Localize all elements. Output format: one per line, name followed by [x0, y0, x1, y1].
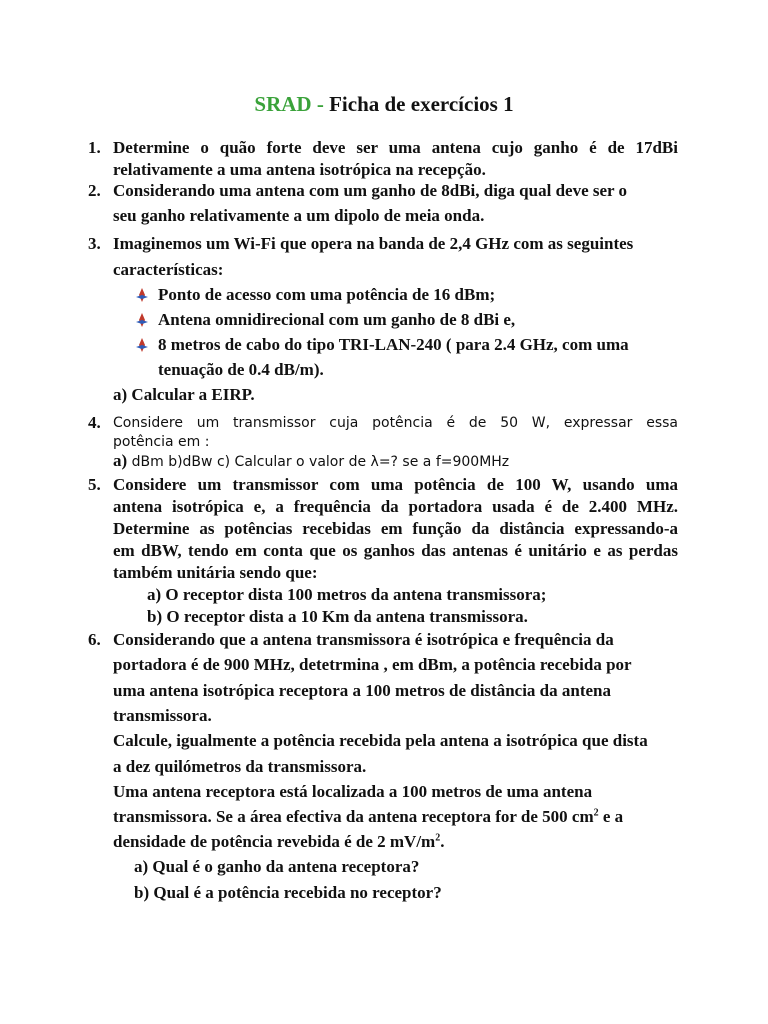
q4-item-a: dBm b)dBw c) Calcular o valor de λ=? se a f=900MHz: [127, 454, 510, 470]
bullet-icon: [136, 313, 148, 327]
q6-line9-sup: 2: [435, 832, 441, 844]
q4-line2: potência em :: [113, 434, 210, 450]
q6-line2: portadora é de 900 MHz, detetrmina , em dBm, a potência recebida por: [113, 655, 632, 674]
q4-item-a-label: a): [113, 451, 128, 470]
q6-line6: a dez quilómetros da transmissora.: [113, 757, 367, 776]
q6-line3: uma antena isotrópica receptora a 100 metros de distância da antena: [113, 681, 612, 700]
q5-line1: Considere um transmissor com uma potência de 100 W, usando uma: [113, 475, 678, 494]
q3-line1: Imaginemos um Wi-Fi que opera na banda de 2,4 GHz com as seguintes: [113, 234, 634, 253]
q6-line1: Considerando que a antena transmissora é isotrópica e frequência da: [113, 630, 614, 649]
q1-line2: relativamente a uma antena isotrópica na recepção.: [113, 160, 486, 179]
q5-item-b: b) O receptor dista a 10 Km da antena transmissora.: [147, 607, 528, 626]
q4-number: 4.: [88, 413, 101, 432]
q6-line8: transmissora. Se a área efectiva da antena receptora for de 500 cm: [113, 807, 594, 826]
q2-number: 2.: [88, 181, 101, 200]
q3-line2: características:: [113, 260, 224, 279]
q5-number: 5.: [88, 475, 101, 494]
q3-bullet-2: Antena omnidirecional com um ganho de 8 dBi e,: [158, 310, 516, 329]
q6-item-a: a) Qual é o ganho da antena receptora?: [134, 857, 420, 876]
q5-line3: Determine as potências recebidas em função da distância expressando-a: [113, 519, 678, 538]
q3-bullet-3: 8 metros de cabo do tipo TRI-LAN-240 ( para 2.4 GHz, com uma: [158, 335, 629, 354]
q5-line5: também unitária sendo que:: [113, 563, 318, 582]
q6-line7: Uma antena receptora está localizada a 100 metros de uma antena: [113, 782, 593, 801]
q6-line9-end: .: [440, 832, 445, 851]
q3-bullet-3-cont: tenuação de 0.4 dB/m).: [158, 360, 324, 379]
bullet-icon: [136, 338, 148, 352]
q6-line9: densidade de potência revebida é de 2 mV/m: [113, 832, 436, 851]
q1-line1: Determine o quão forte deve ser uma antena cujo ganho é de 17dBi: [113, 138, 678, 157]
q6-line4: transmissora.: [113, 706, 212, 725]
q6-line8-sup: 2: [593, 807, 599, 819]
q5-item-a: a) O receptor dista 100 metros da antena transmissora;: [147, 585, 547, 604]
title-dash: -: [311, 92, 330, 116]
q6-line8-end: e a: [598, 807, 624, 826]
q6-item-b: b) Qual é a potência recebida no receptor?: [134, 883, 442, 902]
q3-bullet-1: Ponto de acesso com uma potência de 16 dBm;: [158, 285, 496, 304]
title-brand: SRAD: [254, 92, 312, 116]
q2-line1: Considerando uma antena com um ganho de 8dBi, diga qual deve ser o: [113, 181, 628, 200]
q6-number: 6.: [88, 630, 101, 649]
page-title: [0, 92, 768, 117]
q1-number: 1.: [88, 138, 101, 157]
q5-line4: em dBW, tendo em conta que os ganhos das antenas é unitário e as perdas: [113, 541, 678, 560]
bullet-icon: [136, 288, 148, 302]
q2-line2: seu ganho relativamente a um dipolo de meia onda.: [113, 206, 485, 225]
q3-number: 3.: [88, 234, 101, 253]
q6-line5: Calcule, igualmente a potência recebida pela antena a isotrópica que dista: [113, 731, 648, 750]
q4-line1: Considere um transmissor cuja potência é de 50 W, expressar essa: [113, 415, 678, 431]
q3-item-a: a) Calcular a EIRP.: [113, 385, 255, 404]
q5-line2: antena isotrópica e, a frequência da portadora usada é de 2.400 MHz.: [113, 497, 678, 516]
title-text: Ficha de exercícios 1: [329, 92, 514, 116]
